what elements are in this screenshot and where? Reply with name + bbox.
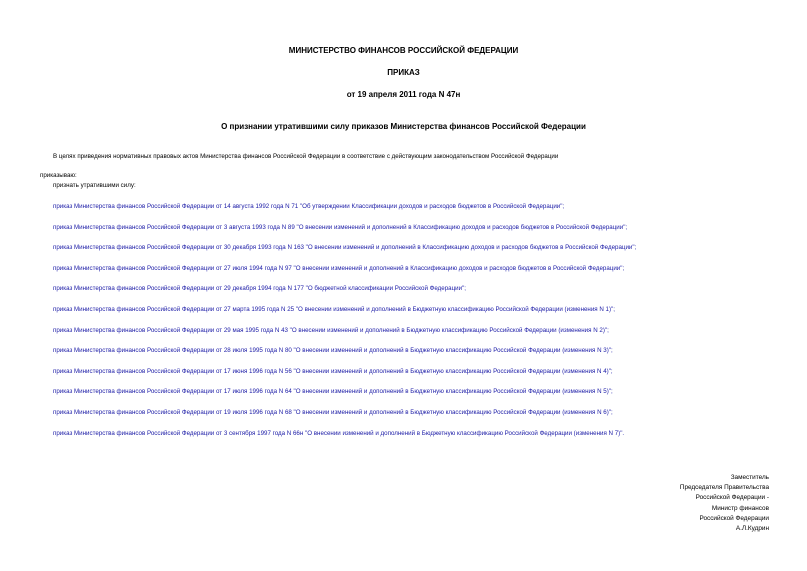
doc-type-heading: ПРИКАЗ <box>387 68 420 77</box>
list-item <box>53 306 636 327</box>
list-item <box>53 224 636 245</box>
order-link-11[interactable]: приказ Министерства финансов Российской Федерации от 19 июля 1996 года N 68 "О внесении изменений и дополнений в Бюджетную классификацию Российской Федерации (изменения N 6)"; <box>53 408 613 416</box>
signature-line-3: Российской Федерации - <box>695 494 769 502</box>
signatory-name: А.Л.Кудрин <box>735 525 769 533</box>
list-item <box>53 368 636 389</box>
order-link-7[interactable]: приказ Министерства финансов Российской Федерации от 29 мая 1995 года N 43 "О внесении изменений и дополнений в Бюджетную классификацию Российской Федерации (изменения N 2)"; <box>53 326 609 334</box>
list-item <box>53 244 636 265</box>
signature-line-4: Министр финансов <box>711 504 769 512</box>
order-link-3[interactable]: приказ Министерства финансов Российской Федерации от 30 декабря 1993 года N 163 "О внесении изменений и дополнений в Классификацию доходов и расходов бюджетов в Российской Федерации"; <box>53 244 637 252</box>
signature-line-5: Российской Федерации <box>699 514 769 522</box>
list-item <box>53 285 636 306</box>
order-link-6[interactable]: приказ Министерства финансов Российской Федерации от 27 марта 1995 года N 25 "О внесении изменений и дополнений в Бюджетную классификацию Российской Федерации (изменения N 1)"; <box>53 305 615 313</box>
order-link-5[interactable]: приказ Министерства финансов Российской Федерации от 29 декабря 1994 года N 177 "О бюджетной классификации Российской Федерации"; <box>53 285 466 293</box>
order-link-8[interactable]: приказ Министерства финансов Российской Федерации от 28 июля 1995 года N 80 "О внесении изменений и дополнений в Бюджетную классификацию Российской Федерации (изменения N 3)"; <box>53 347 613 355</box>
signature-block <box>680 473 769 534</box>
doc-date-number: от 19 апреля 2011 года N 47н <box>346 90 461 99</box>
order-link-10[interactable]: приказ Министерства финансов Российской Федерации от 17 июля 1996 года N 64 "О внесении изменений и дополнений в Бюджетную классификацию Российской Федерации (изменения N 5)"; <box>53 388 613 396</box>
order-link-2[interactable]: приказ Министерства финансов Российской Федерации от 3 августа 1993 года N 89 "О внесении изменений и дополнений в Классификацию доходов и расходов бюджетов в Российской Федерации"; <box>53 223 628 231</box>
list-item <box>53 265 636 286</box>
ministry-heading: МИНИСТЕРСТВО ФИНАНСОВ РОССИЙСКОЙ ФЕДЕРАЦИИ <box>288 46 519 55</box>
list-item <box>53 388 636 409</box>
list-item <box>53 347 636 368</box>
signature-line-1: Заместитель <box>730 474 769 481</box>
list-item <box>53 327 636 348</box>
order-link-12[interactable]: приказ Министерства финансов Российской Федерации от 3 сентября 1997 года N 66н "О внесении изменений и дополнений в Бюджетную классификацию Российской Федерации (изменения N 7)". <box>53 429 625 437</box>
list-item <box>53 409 636 430</box>
intro-paragraph: В целях приведения нормативных правовых актов Министерства финансов Российской Федерации в соответствие с действующим законодательством Российской Федерации <box>53 153 559 160</box>
revoked-orders-list <box>53 203 636 450</box>
order-link-1[interactable]: приказ Министерства финансов Российской Федерации от 14 августа 1992 года N 71 "Об утверждении Классификации доходов и расходов бюджетов в Российской Федерации"; <box>53 203 565 210</box>
decree-word: приказываю: <box>40 172 77 179</box>
doc-subject-title: О признании утратившими силу приказов Министерства финансов Российской Федерации <box>221 122 586 131</box>
order-link-9[interactable]: приказ Министерства финансов Российской Федерации от 17 июня 1996 года N 56 "О внесении изменений и дополнений в Бюджетную классификацию Российской Федерации (изменения N 4)"; <box>53 367 613 375</box>
signature-line-2: Председателя Правительства <box>679 484 769 492</box>
list-item <box>53 203 636 224</box>
declare-statement: признать утратившими силу: <box>53 182 136 189</box>
list-item <box>53 430 636 451</box>
order-link-4[interactable]: приказ Министерства финансов Российской Федерации от 27 июля 1994 года N 97 "О внесении изменений и дополнений в Классификацию доходов и расходов бюджетов в Российской Федерации"; <box>53 264 625 272</box>
